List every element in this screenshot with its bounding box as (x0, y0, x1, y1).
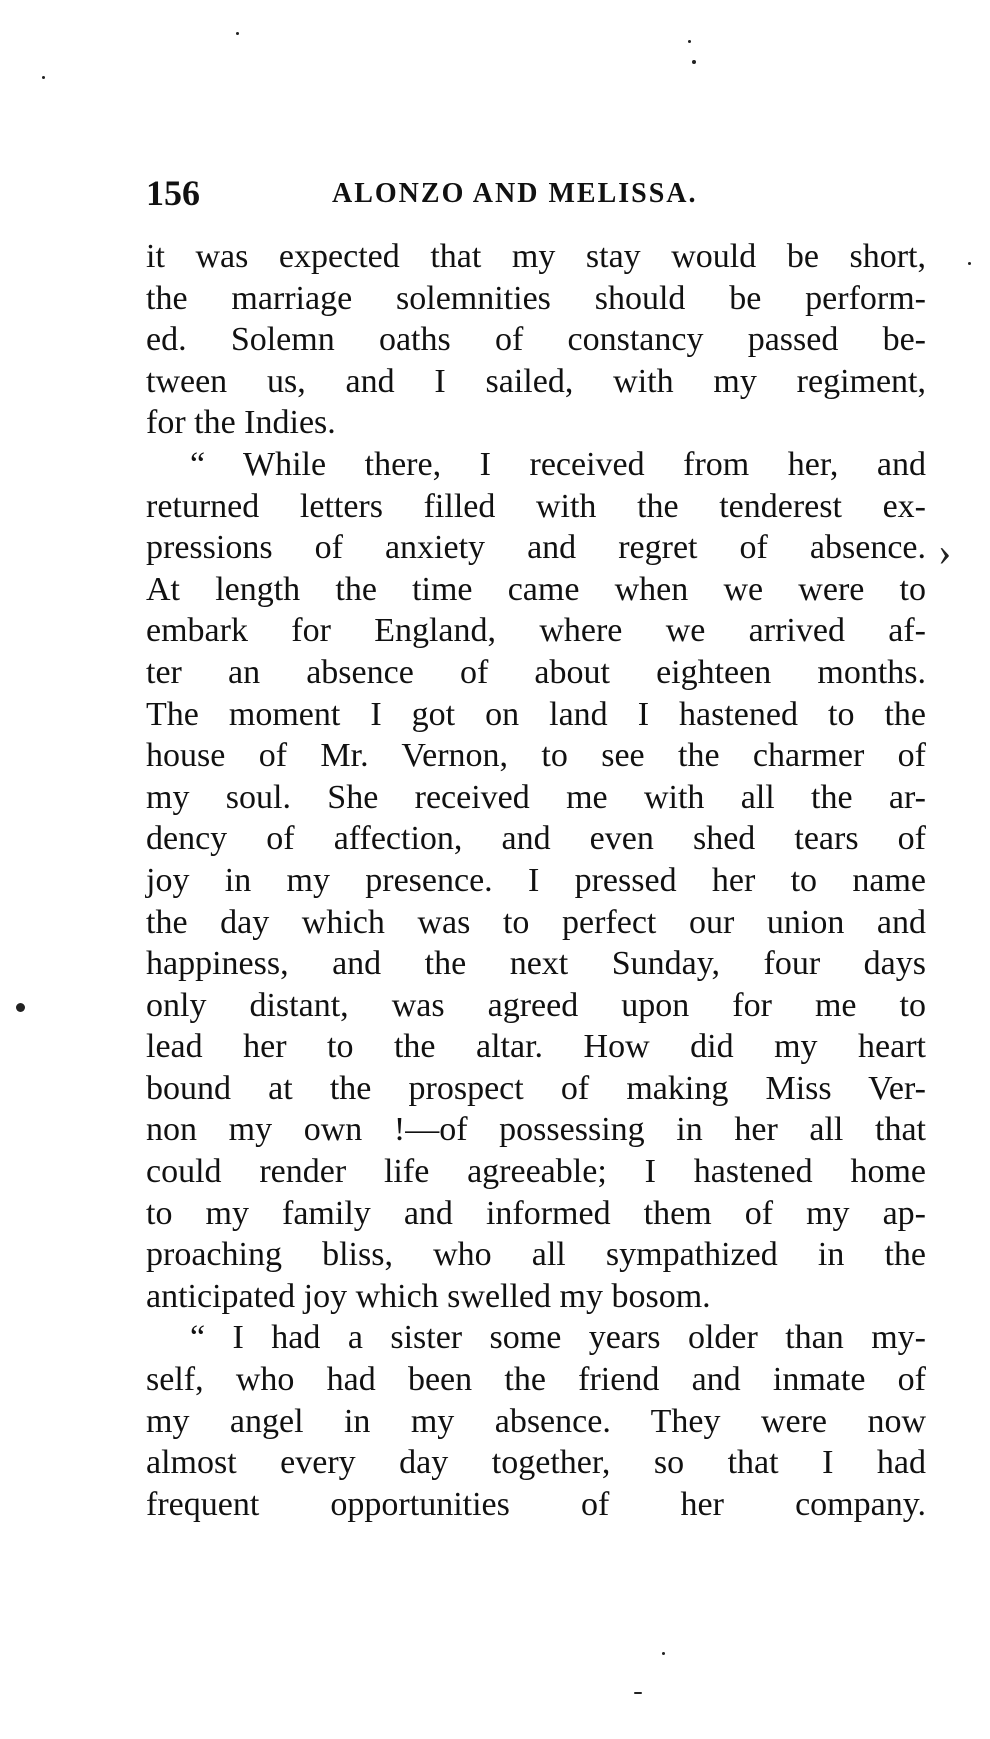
text-line: only distant, was agreed upon for me to (146, 986, 926, 1024)
page-number: 156 (146, 173, 200, 213)
text-line: returned letters filled with the tenderest ex- (146, 487, 926, 525)
text-line: tween us, and I sailed, with my regiment, (146, 362, 926, 400)
text-line: ed. Solemn oaths of constancy passed be- (146, 321, 926, 359)
text-line: embark for England, where we arrived af- (146, 612, 926, 650)
scan-speck (236, 32, 239, 35)
text-line: my soul. She received me with all the ar- (146, 778, 926, 816)
text-line: joy in my presence. I pressed her to name (146, 861, 926, 899)
text-line: the day which was to perfect our union and (146, 903, 926, 941)
scan-speck (692, 60, 696, 64)
paragraph-start: “ I had a sister some years older than my- (190, 1319, 926, 1357)
scan-speck (968, 262, 971, 265)
text-line: my angel in my absence. They were now (146, 1402, 926, 1440)
scan-speck (688, 40, 691, 43)
paragraph-start: “ While there, I received from her, and (190, 445, 926, 483)
text-line: pressions of anxiety and regret of absence. (146, 529, 926, 567)
scan-speck (42, 76, 45, 79)
text-line: proaching bliss, who all sympathized in the (146, 1236, 926, 1274)
text-line: self, who had been the friend and inmate of (146, 1361, 926, 1399)
text-line: the marriage solemnities should be perform- (146, 279, 926, 317)
running-head (146, 172, 926, 222)
text-line: bound at the prospect of making Miss Ver- (146, 1069, 926, 1107)
text-line: to my family and informed them of my ap- (146, 1194, 926, 1232)
margin-bracket-mark: › (938, 529, 952, 574)
text-line: happiness, and the next Sunday, four days (146, 945, 926, 983)
text-line: for the Indies. (146, 404, 336, 442)
text-line: frequent opportunities of her company. (146, 1485, 926, 1523)
text-line: almost every day together, so that I had (146, 1444, 926, 1482)
text-line: could render life agreeable; I hastened home (146, 1153, 926, 1191)
text-line: anticipated joy which swelled my bosom. (146, 1277, 711, 1315)
scan-speck (16, 1003, 25, 1012)
text-line: dency of affection, and even shed tears of (146, 820, 926, 858)
text-line: At length the time came when we were to (146, 570, 926, 608)
text-line: The moment I got on land I hastened to the (146, 695, 926, 733)
scan-speck (662, 1652, 665, 1655)
text-line: non my own !—of possessing in her all that (146, 1111, 926, 1149)
text-line: house of Mr. Vernon, to see the charmer of (146, 737, 926, 775)
body-text (146, 236, 926, 1525)
scan-speck (634, 1692, 642, 1694)
text-line: ter an absence of about eighteen months. (146, 653, 926, 691)
text-line: it was expected that my stay would be short, (146, 238, 926, 275)
text-line: lead her to the altar. How did my heart (146, 1028, 926, 1066)
book-title: ALONZO AND MELISSA. (332, 178, 698, 209)
